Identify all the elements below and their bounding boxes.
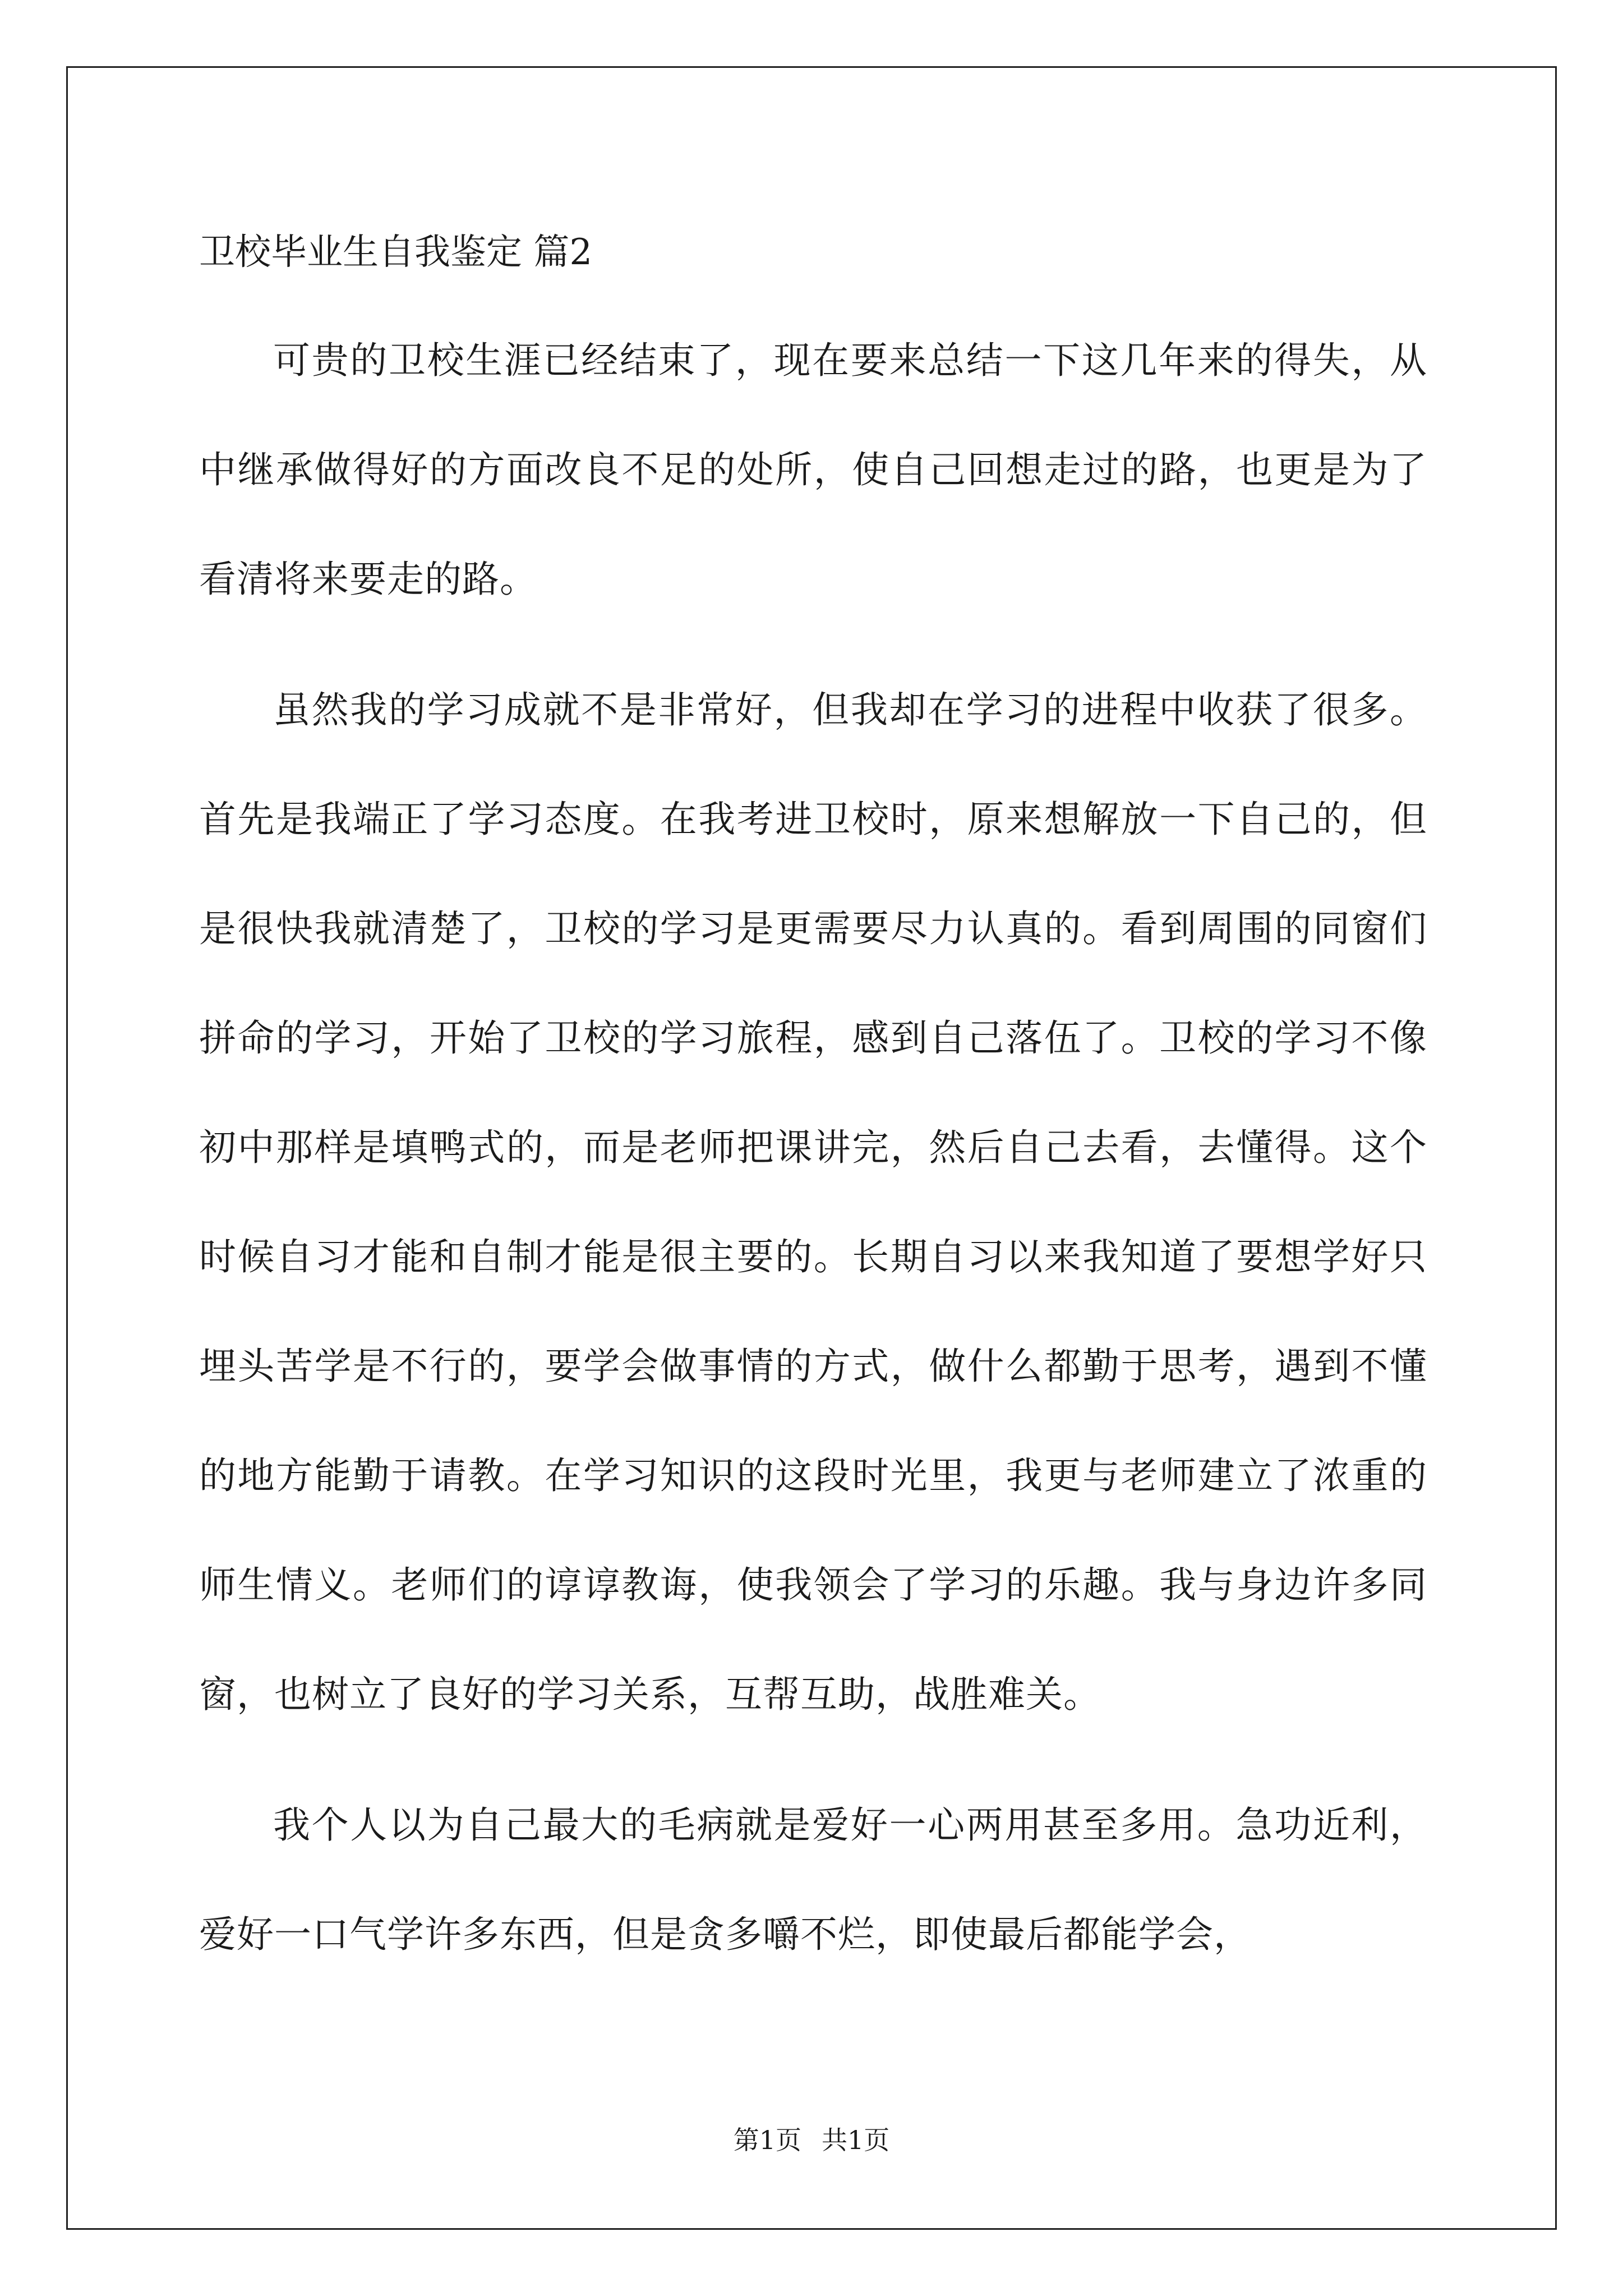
paragraph-2: 虽然我的学习成就不是非常好，但我却在学习的进程中收获了很多。首先是我端正了学习态度。在我考进卫校时，原来想解放一下自己的，但是很快我就清楚了，卫校的学习是更需要尽力认真的。看到周围的同窗们拼命的学习，开始了卫校的学习旅程，感到自己落伍了。卫校的学习不像初中那样是填鸭式的，而是老师把课讲完，然后自己去看，去懂得。这个时候自习才能和自制才能是很主要的。长期自习以来我知道了要想学好只埋头苦学是不行的，要学会做事情的方式，做什么都勤于思考，遇到不懂的地方能勤于请教。在学习知识的这段时光里，我更与老师建立了浓重的师生情义。老师们的谆谆教诲，使我领会了学习的乐趣。我与身边许多同窗，也树立了良好的学习关系，互帮互助，战胜难关。 — [199, 688, 1427, 1716]
page-number-current: 第1页 — [733, 2125, 801, 2155]
document-title: 卫校毕业生自我鉴定 篇2 — [199, 232, 593, 273]
document-body — [199, 306, 1427, 2010]
paragraph-3: 我个人以为自己最大的毛病就是爱好一心两用甚至多用。急功近利，爱好一口气学许多东西，但是贪多嚼不烂，即使最后都能学会， — [199, 1803, 1427, 1956]
paragraph-1: 可贵的卫校生涯已经结束了，现在要来总结一下这几年来的得失，从中继承做得好的方面改良不足的处所，使自己回想走过的路，也更是为了看清将来要走的路。 — [199, 339, 1427, 601]
page-footer — [0, 2123, 1623, 2157]
page-number-total: 共1页 — [822, 2125, 890, 2155]
